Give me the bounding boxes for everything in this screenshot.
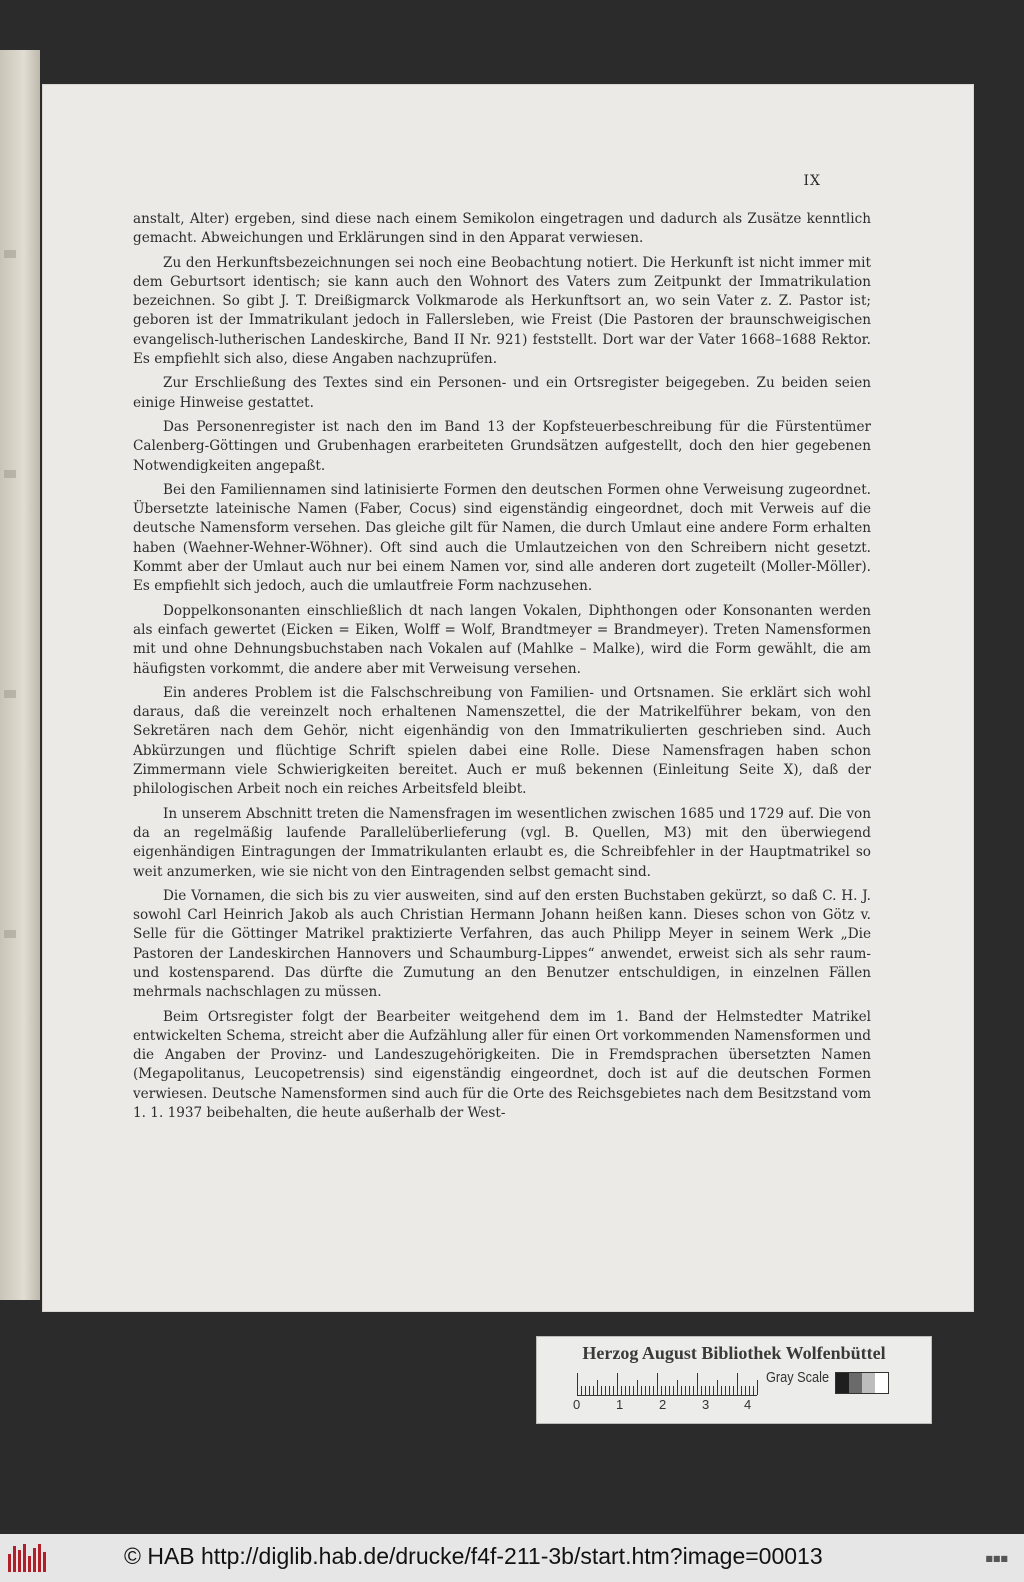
ruler-tick [685, 1386, 686, 1395]
ruler-tick [713, 1386, 714, 1395]
ruler-tick [649, 1386, 650, 1395]
ruler-tick [677, 1380, 678, 1395]
ruler-tick [693, 1386, 694, 1395]
paragraph: Ein anderes Problem ist die Falschschreibung von Familien- und Ortsnamen. Sie erklärt sich wohl daraus, daß die vereinzelt noch erhaltenen Namenszettel, die der Matrikelführer bekam, von den Sekretären nach dem Gehör, nicht eigenhändig von den Immatrikulierten geschrieben sind. Auch Abkürzungen und flüchtige Schrift spielen dabei eine Rolle. Diese Namensfragen haben schon Zimmermann viele Schwierigkeiten bereitet. Auch er muß bekennen (Einleitung Seite X), daß der philologischen Arbeit noch ein reiches Arbeitsfeld bleibt. [133, 684, 871, 798]
ruler-tick [629, 1386, 630, 1395]
ruler-tick [577, 1373, 578, 1395]
footer-url-link[interactable]: © HAB http://diglib.hab.de/drucke/f4f-211-3b/start.htm?image=00013 [124, 1543, 823, 1569]
paragraph: anstalt, Alter) ergeben, sind diese nach einem Semikolon eingetragen und dadurch als Zusätze kenntlich gemacht. Abweichungen und Erklärungen sind in den Apparat verwiesen. [133, 211, 871, 247]
ruler-tick [717, 1380, 718, 1395]
paragraph: Bei den Familiennamen sind latinisierte Formen den deutschen Formen ohne Verweisung zugeordnet. Übersetzte lateinische Namen (Faber, Cocus) sind eigenständig eingeordnet, doch mit Verweis auf die deutsche Namensform versehen. Das gleiche gilt für Namen, die durch Umlaut eine andere Form erhalten haben (Waehner-Wehner-Wöhner). Oft sind auch die Umlautzeichen von den Schreibern nicht gesetzt. Kommt aber der Umlaut auch nur bei einem Namen vor, sind alle anderen dort zugeteilt (Moller-Möller). Es empfiehlt sich jedoch, auch die umlautfreie Form nachzusehen. [133, 481, 871, 595]
ruler-tick [741, 1386, 742, 1395]
ruler-tick [593, 1386, 594, 1395]
ruler-tick [581, 1386, 582, 1395]
ruler-tick [621, 1386, 622, 1395]
ruler-tick [657, 1373, 658, 1395]
ruler-tick [705, 1386, 706, 1395]
ruler-tick [733, 1386, 734, 1395]
ruler-tick [661, 1386, 662, 1395]
ruler-tick [665, 1386, 666, 1395]
ruler-tick [637, 1380, 638, 1395]
ruler-tick [613, 1386, 614, 1395]
adjacent-page-edge [0, 50, 40, 1300]
gray-scale-label: Gray Scale [766, 1369, 830, 1386]
ruler-tick [729, 1386, 730, 1395]
color-scale-card [536, 1336, 932, 1424]
page-number: IX [803, 173, 821, 189]
ruler-tick [721, 1386, 722, 1395]
ruler-number: 3 [702, 1397, 710, 1412]
ruler-tick [737, 1373, 738, 1395]
footer-dots: ■■■ [985, 1554, 1008, 1563]
ruler-tick [689, 1386, 690, 1395]
gray-scale-bar [835, 1372, 889, 1394]
ruler-tick [725, 1386, 726, 1395]
ruler-tick [681, 1386, 682, 1395]
paragraph: Zu den Herkunftsbezeichnungen sei noch eine Beobachtung notiert. Die Herkunft ist nicht immer mit dem Geburtsort identisch; sie kann auch den Wohnort des Vaters zum Zeitpunkt der Immatrikulation bezeichnen. So gibt J. T. Dreißigmarck Volkmarode als Herkunftsort an, wo sein Vater z. Z. Pastor ist; geboren ist der Immatrikulant jedoch in Fallersleben, wie Freist (Die Pastoren der braunschweigischen evangelisch-lutherischen Landeskirche, Band II Nr. 921) feststellt. Dort war der Vater 1668–1688 Rektor. Es empfiehlt sich also, diese Angaben nachzuprüfen. [133, 254, 871, 368]
paragraph: In unserem Abschnitt treten die Namensfragen im wesentlichen zwischen 1685 und 1729 auf. Die von da an regelmäßig laufende Parallelüberlieferung (vgl. B. Quellen, M3) mit den überwiegend eigenhändigen Eintragungen der Immatrikulanten erlaubt es, die Schreibfehler in der Hauptmatrikel so weit anzumerken, wie sie nicht von den Eintragenden selbst gemacht sind. [133, 805, 871, 880]
ruler-tick [753, 1386, 754, 1395]
footer-bar [0, 1534, 1024, 1582]
ruler-scale [577, 1371, 757, 1396]
ruler-tick [609, 1386, 610, 1395]
paragraph: Beim Ortsregister folgt der Bearbeiter weitgehend dem im 1. Band der Helmstedter Matrikel entwickelten Schema, streicht aber die Aufzählung aller für einen Ort vorkommenden Namensformen und die Angaben der Provinz- und Landeszugehörigkeiten. Die in Fremdsprachen übersetzten Namen (Megapolitanus, Leucopetrensis) sind eigenständig eingeordnet, doch ist auf die deutschen Formen verwiesen. Deutsche Namensformen sind auch für die Orte des Reichsgebietes nach dem Besitzstand vom 1. 1. 1937 beibehalten, die heute außerhalb der West- [133, 1008, 871, 1122]
page-body [133, 210, 871, 1128]
ruler-tick [653, 1386, 654, 1395]
ruler-number: 0 [573, 1397, 581, 1412]
ruler-tick [585, 1386, 586, 1395]
ruler-tick [669, 1386, 670, 1395]
ruler-tick [745, 1386, 746, 1395]
ruler-tick [749, 1386, 750, 1395]
ruler-number: 2 [659, 1397, 667, 1412]
ruler-tick [601, 1386, 602, 1395]
ruler-tick [597, 1380, 598, 1395]
paragraph: Die Vornamen, die sich bis zu vier ausweiten, sind auf den ersten Buchstaben gekürzt, so daß C. H. J. sowohl Carl Heinrich Jakob als auch Christian Hermann Johann heißen kann. Dieses schon von Götz v. Selle für die Göttinger Matrikel praktizierte Verfahren, das auch Philipp Meyer in seinem Werk „Die Pastoren der Landeskirchen Hannovers und Schaumburg-Lippes“ anwendet, erweist sich als sehr raum- und kostensparend. Das dürfte die Zumutung an den Benutzer entschuldigen, in einzelnen Fällen mehrmals nachschlagen zu müssen. [133, 887, 871, 1001]
book-page [43, 85, 973, 1311]
ruler-tick [617, 1373, 618, 1395]
ruler-tick [641, 1386, 642, 1395]
paragraph: Zur Erschließung des Textes sind ein Personen- und ein Ortsregister beigegeben. Zu beiden seien einige Hinweise gestattet. [133, 375, 871, 411]
scale-card-title: Herzog August Bibliothek Wolfenbüttel [582, 1343, 886, 1363]
ruler-tick [757, 1380, 758, 1395]
ruler-tick [709, 1386, 710, 1395]
ruler-tick [701, 1386, 702, 1395]
ruler-tick [589, 1386, 590, 1395]
ruler-tick [645, 1386, 646, 1395]
hab-logo-icon [8, 1544, 46, 1572]
ruler-tick [673, 1386, 674, 1395]
paragraph: Doppelkonsonanten einschließlich dt nach langen Vokalen, Diphthongen oder Konsonanten werden als einfach gewertet (Eicken = Eiken, Wolff = Wolf, Brandtmeyer = Brandmeyer). Treten Namensformen mit und ohne Dehnungsbuchstaben nach Vokalen auf (Mahlke – Malke), wird die Form gewählt, die am häufigsten vorkommt, die andere aber mit Verweisung versehen. [133, 602, 871, 677]
ruler-tick [633, 1386, 634, 1395]
ruler-tick [697, 1373, 698, 1395]
ruler-tick [605, 1386, 606, 1395]
ruler-number: 1 [616, 1397, 624, 1412]
paragraph: Das Personenregister ist nach den im Band 13 der Kopfsteuerbeschreibung für die Fürstentümer Calenberg-Göttingen und Grubenhagen erarbeiteten Grundsätzen aufgestellt, doch den hier gegebenen Notwendigkeiten angepaßt. [133, 418, 871, 474]
ruler-tick [625, 1386, 626, 1395]
ruler-number: 4 [744, 1397, 752, 1412]
